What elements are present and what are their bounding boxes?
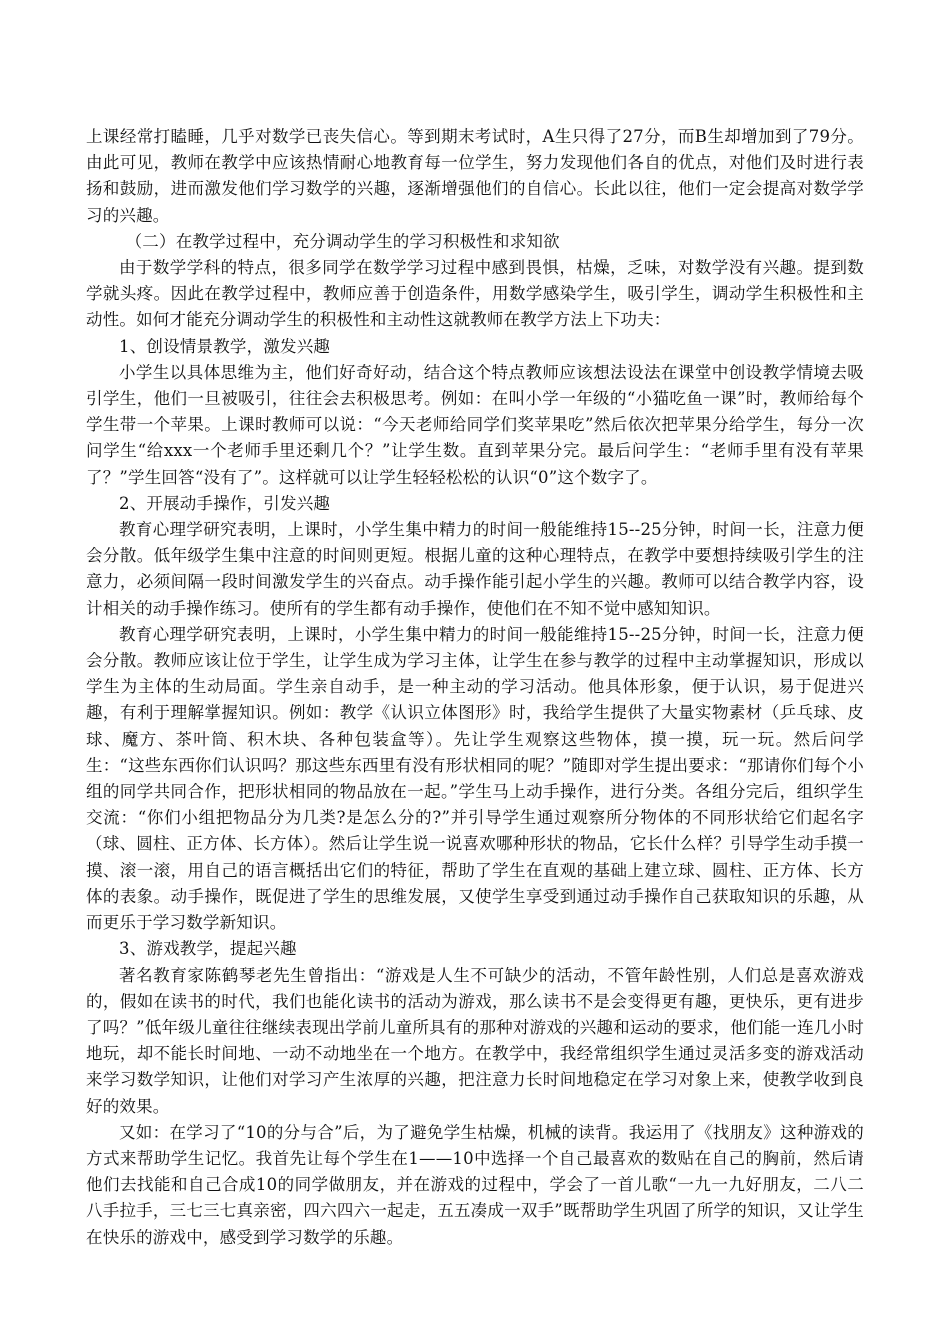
subheading-2: 2、开展动手操作，引发兴趣 bbox=[119, 493, 331, 513]
document-page bbox=[86, 124, 864, 1251]
paragraph-game-teaching: 著名教育家陈鹤琴老先生曾指出：“游戏是人生不可缺少的活动，不管年龄性别，人们总是喜欢游戏的，假如在读书的时代，我们也能化读书的活动为游戏，那么读书不是会变得更有趣，更快乐，更有进步了吗？”低年级儿童往往继续表现出学前儿童所具有的那种对游戏的兴趣和运动的要求，他们能一连几小时地玩，却不能长时间地、一动不动地坐在一个地方。在教学中，我经常组织学生通过灵活多变的游戏活动来学习数学知识，让他们对学习产生浓厚的兴趣，把注意力长时间地稳定在学习对象上来，使教学收到良好的效果。 bbox=[86, 965, 864, 1116]
paragraph-hands-on-2: 教育心理学研究表明，上课时，小学生集中精力的时间一般能维持15--25分钟，时间一长，注意力便会分散。教师应该让位于学生，让学生成为学习主体，让学生在参与教学的过程中主动掌握知识，形成以学生为主体的生动局面。学生亲自动手，是一种主动的学习活动。他具体形象，便于认识，易于促进兴趣，有利于理解掌握知识。例如：教学《认识立体图形》时，我给学生提供了大量实物素材（乒乓球、皮球、魔方、茶叶筒、积木块、各种包装盒等）。先让学生观察这些物体，摸一摸，玩一玩。然后问学生：“这些东西你们认识吗？那这些东西里有没有形状相同的呢？”随即对学生提出要求：“那请你们每个小组的同学共同合作，把形状相同的物品放在一起。”学生马上动手操作，进行分类。各组分完后，组织学生交流：“你们小组把物品分为几类?是怎么分的?”并引导学生通过观察所分物体的不同形状给它们起名字（球、圆柱、正方体、长方体）。然后让学生说一说喜欢哪种形状的物品，它长什么样？引导学生动手摸一摸、滚一滚，用自己的语言概括出它们的特征，帮助了学生在直观的基础上建立球、圆柱、正方体、长方体的表象。动手操作，既促进了学生的思维发展，又使学生享受到通过动手操作自己获取知识的乐趣，从而更乐于学习数学新知识。 bbox=[86, 624, 864, 933]
subheading-3: 3、游戏教学，提起兴趣 bbox=[119, 939, 297, 959]
subheading-1: 1、创设情景教学，激发兴趣 bbox=[119, 336, 331, 356]
section-heading-2: （二）在教学过程中，充分调动学生的学习积极性和求知欲 bbox=[125, 231, 560, 251]
paragraph-intro: 由于数学学科的特点，很多同学在数学学习过程中感到畏惧，枯燥，乏味，对数学没有兴趣。提到数学就头疼。因此在教学过程中，教师应善于创造条件，用数学感染学生，吸引学生，调动学生积极性和主动性。如何才能充分调动学生的积极性和主动性这就教师在教学方法上下功夫： bbox=[86, 258, 864, 330]
paragraph-find-friends: 又如：在学习了“10的分与合”后，为了避免学生枯燥，机械的读背。我运用了《找朋友》这种游戏的方式来帮助学生记忆。我首先让每个学生在1——10中选择一个自己最喜欢的数贴在自己的胸前，然后请他们去找能和自己合成10的同学做朋友，并在游戏的过程中，学会了一首儿歌“一九一九好朋友，二八二八手拉手，三七三七真亲密，四六四六一起走，五五凑成一双手”既帮助学生巩固了所学的知识，又让学生在快乐的游戏中，感受到学习数学的乐趣。 bbox=[86, 1122, 864, 1247]
paragraph-situation-teaching: 小学生以具体思维为主，他们好奇好动，结合这个特点教师应该想法设法在课堂中创设教学情境去吸引学生，他们一旦被吸引，往往会去积极思考。例如：在叫小学一年级的“小猫吃鱼一课”时，教师给每个学生带一个苹果。上课时教师可以说：“今天老师给同学们奖苹果吃”然后依次把苹果分给学生，每分一次问学生“给xxx一个老师手里还剩几个？”让学生数。直到苹果分完。最后问学生：“老师手里有没有苹果了？”学生回答“没有了”。这样就可以让学生轻轻松松的认识“0”这个数字了。 bbox=[86, 362, 864, 487]
paragraph-continuation: 上课经常打瞌睡，几乎对数学已丧失信心。等到期末考试时，A生只得了27分，而B生却增加到了79分。由此可见，教师在教学中应该热情耐心地教育每一位学生，努力发现他们各自的优点，对他们及时进行表扬和鼓励，进而激发他们学习数学的兴趣，逐渐增强他们的自信心。长此以往，他们一定会提高对数学学习的兴趣。 bbox=[86, 127, 864, 225]
paragraph-hands-on-1: 教育心理学研究表明，上课时，小学生集中精力的时间一般能维持15--25分钟，时间一长，注意力便会分散。低年级学生集中注意的时间则更短。根据儿童的这种心理特点，在教学中要想持续吸引学生的注意力，必须间隔一段时间激发学生的兴奋点。动手操作能引起小学生的兴趣。教师可以结合教学内容，设计相关的动手操作练习。使所有的学生都有动手操作，使他们在不知不觉中感知知识。 bbox=[86, 520, 864, 618]
